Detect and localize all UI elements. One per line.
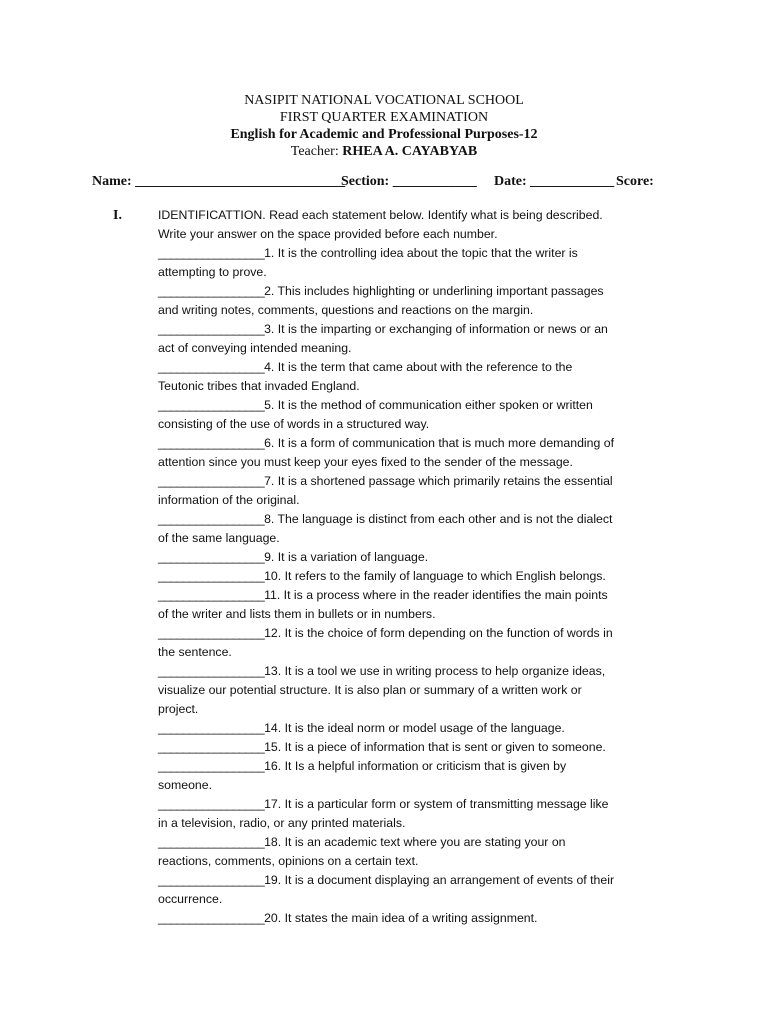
score-field[interactable]: Score: <box>616 174 654 189</box>
question-item <box>158 396 683 434</box>
question-text: 11. It is a process where in the reader identifies the main points <box>264 588 608 602</box>
answer-blank[interactable]: _________________ <box>158 284 265 298</box>
question-first-line <box>158 358 683 377</box>
subject-title: English for Academic and Professional Purposes-12 <box>230 127 538 142</box>
question-text: 15. It is a piece of information that is sent or given to someone. <box>264 740 606 754</box>
question-first-line <box>158 510 683 529</box>
question-text: 9. It is a variation of language. <box>264 550 429 564</box>
answer-blank[interactable]: _________________ <box>158 797 265 811</box>
question-item <box>158 472 683 510</box>
school-name: NASIPIT NATIONAL VOCATIONAL SCHOOL <box>244 93 524 108</box>
question-item <box>158 624 683 662</box>
question-continuation: of the same language. <box>158 531 280 545</box>
instruction-line: Write your answer on the space provided before each number. <box>158 227 498 241</box>
question-first-line <box>158 795 683 814</box>
question-first-line <box>158 662 683 681</box>
question-first-line <box>158 434 683 453</box>
question-text: 17. It is a particular form or system of transmitting message like <box>264 797 609 811</box>
question-item <box>158 282 683 320</box>
question-first-line <box>158 871 683 890</box>
answer-blank[interactable]: _________________ <box>158 759 265 773</box>
question-text: 3. It is the imparting or exchanging of information or news or an <box>264 322 608 336</box>
date-field[interactable]: Date: ____________ <box>494 174 615 189</box>
answer-blank[interactable]: _________________ <box>158 569 265 583</box>
question-first-line <box>158 567 683 586</box>
question-continuation: information of the original. <box>158 493 300 507</box>
question-continuation: in a television, radio, or any printed materials. <box>158 816 406 830</box>
answer-blank[interactable]: _________________ <box>158 911 265 925</box>
answer-blank[interactable]: _________________ <box>158 398 265 412</box>
answer-blank[interactable]: _________________ <box>158 322 265 336</box>
question-text: 20. It states the main idea of a writing assignment. <box>264 911 538 925</box>
question-list <box>158 206 683 928</box>
answer-blank[interactable]: _________________ <box>158 436 265 450</box>
answer-blank[interactable]: _________________ <box>158 550 265 564</box>
answer-blank[interactable]: _________________ <box>158 721 265 735</box>
answer-blank[interactable]: _________________ <box>158 246 265 260</box>
question-continuation: occurrence. <box>158 892 223 906</box>
question-first-line <box>158 244 683 263</box>
exam-title: FIRST QUARTER EXAMINATION <box>279 110 489 125</box>
question-text: 4. It is the term that came about with the reference to the <box>264 360 573 374</box>
question-first-line <box>158 548 683 567</box>
question-text: 12. It is the choice of form depending on the function of words in <box>264 626 613 640</box>
question-continuation: and writing notes, comments, questions and reactions on the margin. <box>158 303 534 317</box>
teacher-label: Teacher: <box>290 144 339 159</box>
question-text: 6. It is a form of communication that is much more demanding of <box>264 436 614 450</box>
section-number: I. <box>113 208 122 223</box>
question-text: 5. It is the method of communication either spoken or written <box>264 398 593 412</box>
question-first-line <box>158 396 683 415</box>
question-item <box>158 320 683 358</box>
question-continuation: Teutonic tribes that invaded England. <box>158 379 360 393</box>
teacher-line <box>0 143 768 160</box>
question-item <box>158 548 683 567</box>
question-first-line <box>158 738 683 757</box>
question-first-line <box>158 472 683 491</box>
question-continuation: someone. <box>158 778 213 792</box>
question-first-line <box>158 624 683 643</box>
answer-blank[interactable]: _________________ <box>158 835 265 849</box>
question-continuation: the sentence. <box>158 645 232 659</box>
question-item <box>158 795 683 833</box>
question-continuation: reactions, comments, opinions on a certain text. <box>158 854 419 868</box>
instruction-line: IDENTIFICATTION. Read each statement below. Identify what is being described. <box>158 208 603 222</box>
question-continuation: attempting to prove. <box>158 265 267 279</box>
document-header <box>0 92 768 160</box>
question-item <box>158 434 683 472</box>
question-first-line <box>158 586 683 605</box>
question-text: 16. It Is a helpful information or criticism that is given by <box>264 759 567 773</box>
question-item <box>158 871 683 909</box>
answer-blank[interactable]: _________________ <box>158 474 265 488</box>
question-first-line <box>158 719 683 738</box>
question-item <box>158 738 683 757</box>
question-item <box>158 757 683 795</box>
question-continuation: of the writer and lists them in bullets or in numbers. <box>158 607 436 621</box>
question-continuation: visualize our potential structure. It is also plan or summary of a written work or <box>158 683 582 697</box>
answer-blank[interactable]: _________________ <box>158 740 265 754</box>
question-text: 2. This includes highlighting or underlining important passages <box>264 284 604 298</box>
question-first-line <box>158 909 683 928</box>
student-info-row <box>92 174 692 192</box>
answer-blank[interactable]: _________________ <box>158 588 265 602</box>
question-first-line <box>158 282 683 301</box>
name-field[interactable]: Name: ______________________________ <box>92 174 346 189</box>
question-item <box>158 909 683 928</box>
question-item <box>158 244 683 282</box>
question-first-line <box>158 320 683 339</box>
question-text: 18. It is an academic text where you are stating your on <box>264 835 566 849</box>
question-first-line <box>158 833 683 852</box>
question-continuation: act of conveying intended meaning. <box>158 341 352 355</box>
question-text: 10. It refers to the family of language to which English belongs. <box>264 569 606 583</box>
answer-blank[interactable]: _________________ <box>158 512 265 526</box>
question-item <box>158 510 683 548</box>
question-text: 7. It is a shortened passage which primarily retains the essential <box>264 474 613 488</box>
answer-blank[interactable]: _________________ <box>158 626 265 640</box>
question-text: 1. It is the controlling idea about the topic that the writer is <box>264 246 578 260</box>
answer-blank[interactable]: _________________ <box>158 360 265 374</box>
question-text: 14. It is the ideal norm or model usage of the language. <box>264 721 565 735</box>
answer-blank[interactable]: _________________ <box>158 873 265 887</box>
teacher-name: RHEA A. CAYABYAB <box>342 144 478 159</box>
question-item <box>158 567 683 586</box>
question-continuation: consisting of the use of words in a structured way. <box>158 417 430 431</box>
question-item <box>158 833 683 871</box>
question-text: 19. It is a document displaying an arrangement of events of their <box>264 873 615 887</box>
question-item <box>158 586 683 624</box>
question-continuation: project. <box>158 702 199 716</box>
question-item <box>158 662 683 719</box>
question-item <box>158 719 683 738</box>
question-first-line <box>158 757 683 776</box>
answer-blank[interactable]: _________________ <box>158 664 265 678</box>
question-text: 8. The language is distinct from each other and is not the dialect <box>264 512 613 526</box>
question-text: 13. It is a tool we use in writing process to help organize ideas, <box>264 664 606 678</box>
question-continuation: attention since you must keep your eyes fixed to the sender of the message. <box>158 455 573 469</box>
question-item <box>158 358 683 396</box>
section-field[interactable]: Section: ____________ <box>341 174 477 189</box>
